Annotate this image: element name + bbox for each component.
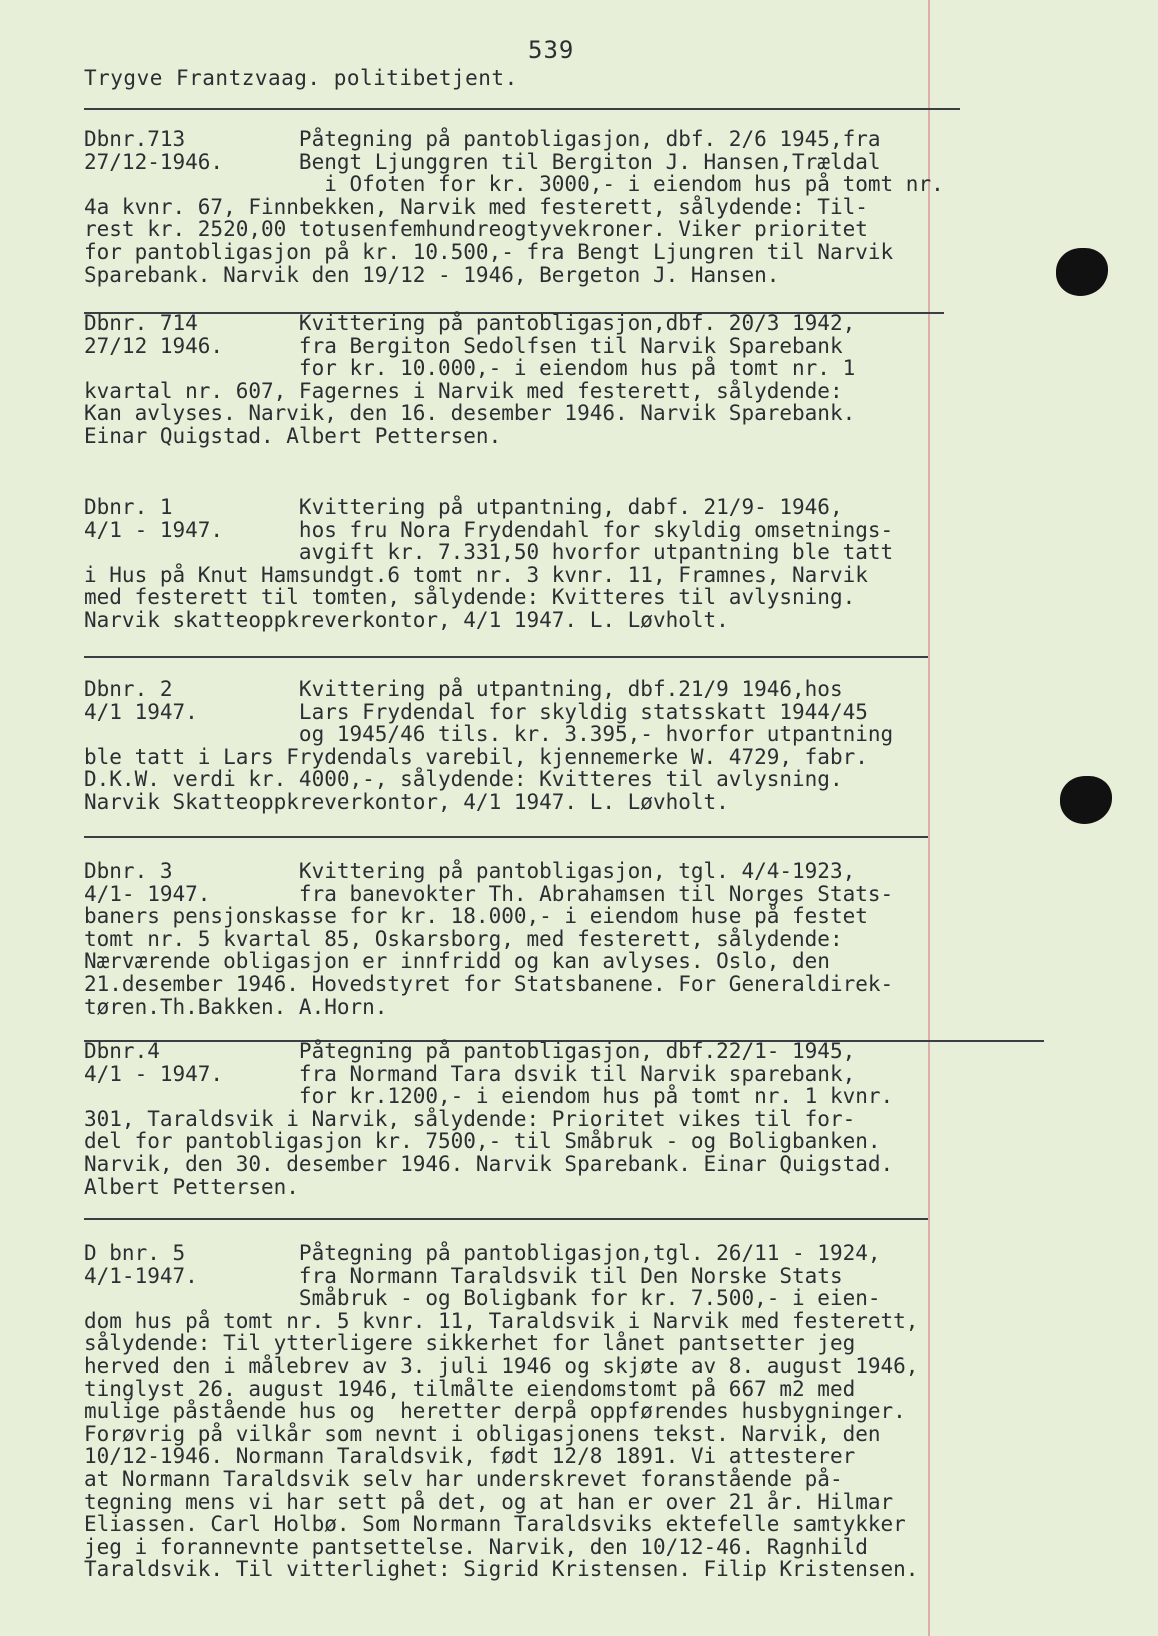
page-number: 539 — [528, 36, 575, 64]
separator-rule — [84, 656, 928, 658]
entry-line: rest kr. 2520,00 totusenfemhundreogtyvekroner. Viker prioritet — [84, 217, 868, 242]
entry-line: sålydende: Til ytterligere sikkerhet for lånet pantsetter jeg — [84, 1331, 856, 1356]
entry-line: 4/1-1947. fra Normann Taraldsvik til Den Norske Stats — [84, 1263, 843, 1288]
entry-line: tøren.Th.Bakken. A.Horn. — [84, 994, 388, 1019]
entry-line: tegning mens vi har sett på det, og at han er over 21 år. Hilmar — [84, 1489, 894, 1514]
entry-line: avgift kr. 7.331,50 hvorfor utpantning ble tatt — [84, 540, 894, 565]
entry-line: 4/1 - 1947. hos fru Nora Frydendahl for skyldig omsetnings- — [84, 517, 894, 542]
entry-line: Forøvrig på vilkår som nevnt i obligasjonens tekst. Narvik, den — [84, 1421, 881, 1446]
entry-line: Taraldsvik. Til vitterlighet: Sigrid Kristensen. Filip Kristensen. — [84, 1557, 919, 1582]
entry-line: Småbruk - og Boligbank for kr. 7.500,- i eien- — [84, 1286, 881, 1311]
entry-line: dom hus på tomt nr. 5 kvnr. 11, Taraldsvik i Narvik med festerett, — [84, 1308, 919, 1333]
entry-line: Narvik skatteoppkreverkontor, 4/1 1947. L. Løvholt. — [84, 607, 729, 632]
entry-line: D bnr. 5 Påtegning på pantobligasjon,tgl. 26/11 - 1924, — [84, 1241, 881, 1265]
entry-line: tomt nr. 5 kvartal 85, Oskarsborg, med festerett, sålydende: — [84, 926, 843, 951]
entry-line: 21.desember 1946. Hovedstyret for Statsbanene. For Generaldirek- — [84, 971, 894, 996]
entry-line: for kr. 10.000,- i eiendom hus på tomt nr. 1 — [84, 356, 856, 381]
entry-line: Dbnr.4 Påtegning på pantobligasjon, dbf.22/1- 1945, — [84, 1039, 856, 1063]
entry-line: Narvik, den 30. desember 1946. Narvik Sparebank. Einar Quigstad. — [84, 1151, 894, 1176]
entry-line: baners pensjonskasse for kr. 18.000,- i eiendom huse på festet — [84, 904, 868, 929]
entry-line: 4/1- 1947. fra banevokter Th. Abrahamsen til Norges Stats- — [84, 881, 894, 906]
entry-line: Sparebank. Narvik den 19/12 - 1946, Bergeton J. Hansen. — [84, 262, 780, 287]
entry-line: jeg i forannevnte pantsettelse. Narvik, den 10/12-46. Ragnhild — [84, 1534, 868, 1559]
entry-line: 301, Taraldsvik i Narvik, sålydende: Prioritet vikes til for- — [84, 1106, 856, 1131]
entry-line: med festerett til tomten, sålydende: Kvitteres til avlysning. — [84, 585, 856, 610]
entry-line: tinglyst 26. august 1946, tilmålte eiendomstomt på 667 m2 med — [84, 1376, 856, 1401]
entry-line: kvartal nr. 607, Fagernes i Narvik med festerett, sålydende: — [84, 378, 843, 403]
entry-line: Dbnr. 1 Kvittering på utpantning, dabf. 21/9- 1946, — [84, 495, 843, 519]
entry-line: Dbnr. 2 Kvittering på utpantning, dbf.21/9 1946,hos — [84, 677, 843, 701]
entry-line: i Hus på Knut Hamsundgt.6 tomt nr. 3 kvnr. 11, Framnes, Narvik — [84, 562, 868, 587]
entry-line: Dbnr.713 Påtegning på pantobligasjon, dbf. 2/6 1945,fra — [84, 127, 881, 151]
entry-dbnr-2 — [84, 678, 984, 814]
entry-line: 27/12 1946. fra Bergiton Sedolfsen til Narvik Sparebank — [84, 333, 843, 358]
entry-line: 4/1 1947. Lars Frydendal for skyldig statsskatt 1944/45 — [84, 699, 868, 724]
entry-line: ble tatt i Lars Frydendals varebil, kjennemerke W. 4729, fabr. — [84, 744, 868, 769]
entry-line: Narvik Skatteoppkreverkontor, 4/1 1947. L. Løvholt. — [84, 789, 729, 814]
entry-line: mulige påstående hus og heretter derpå oppførendes husbygninger. — [84, 1399, 906, 1424]
separator-rule — [84, 836, 928, 838]
entry-line: herved den i målebrev av 3. juli 1946 og skjøte av 8. august 1946, — [84, 1353, 919, 1378]
entry-line: Nærværende obligasjon er innfridd og kan avlyses. Oslo, den — [84, 949, 830, 974]
entry-dbnr-3 — [84, 860, 984, 1018]
entry-line: og 1945/46 tils. kr. 3.395,- hvorfor utpantning — [84, 722, 894, 747]
entry-line: Einar Quigstad. Albert Pettersen. — [84, 423, 502, 448]
entry-dbnr-714 — [84, 312, 984, 448]
entry-line: for kr.1200,- i eiendom hus på tomt nr. 1 kvnr. — [84, 1084, 894, 1109]
entry-dbnr-1 — [84, 496, 984, 632]
punch-hole — [1060, 776, 1112, 824]
entry-line: Eliassen. Carl Holbø. Som Normann Taraldsviks ektefelle samtykker — [84, 1512, 906, 1537]
entry-line: for pantobligasjon på kr. 10.500,- fra Bengt Ljungren til Narvik — [84, 239, 894, 264]
entry-line: 4/1 - 1947. fra Normand Tara dsvik til Narvik sparebank, — [84, 1061, 856, 1086]
entry-dbnr-713 — [84, 128, 984, 286]
entry-line: at Normann Taraldsvik selv har underskrevet foranstående på- — [84, 1466, 843, 1491]
entry-line: i Ofoten for kr. 3000,- i eiendom hus på tomt nr. — [84, 172, 944, 197]
entry-line: Dbnr. 714 Kvittering på pantobligasjon,dbf. 20/3 1942, — [84, 311, 856, 335]
entry-line: D.K.W. verdi kr. 4000,-, sålydende: Kvitteres til avlysning. — [84, 767, 843, 792]
entry-dbnr-5 — [84, 1242, 984, 1581]
separator-rule — [84, 1218, 928, 1220]
punch-hole — [1056, 248, 1108, 296]
separator-rule — [84, 108, 960, 110]
entry-line: 10/12-1946. Normann Taraldsvik, født 12/8 1891. Vi attesterer — [84, 1444, 856, 1469]
page-header: Trygve Frantzvaag. politibetjent. — [84, 66, 518, 90]
entry-line: del for pantobligasjon kr. 7500,- til Småbruk - og Boligbanken. — [84, 1129, 881, 1154]
entry-line: 4a kvnr. 67, Finnbekken, Narvik med festerett, sålydende: Til- — [84, 194, 868, 219]
entry-line: 27/12-1946. Bengt Ljunggren til Bergiton J. Hansen,Trældal — [84, 149, 881, 174]
entry-line: Kan avlyses. Narvik, den 16. desember 1946. Narvik Sparebank. — [84, 401, 856, 426]
entry-line: Albert Pettersen. — [84, 1174, 299, 1199]
entry-dbnr-4 — [84, 1040, 984, 1198]
entry-line: Dbnr. 3 Kvittering på pantobligasjon, tgl. 4/4-1923, — [84, 859, 856, 883]
